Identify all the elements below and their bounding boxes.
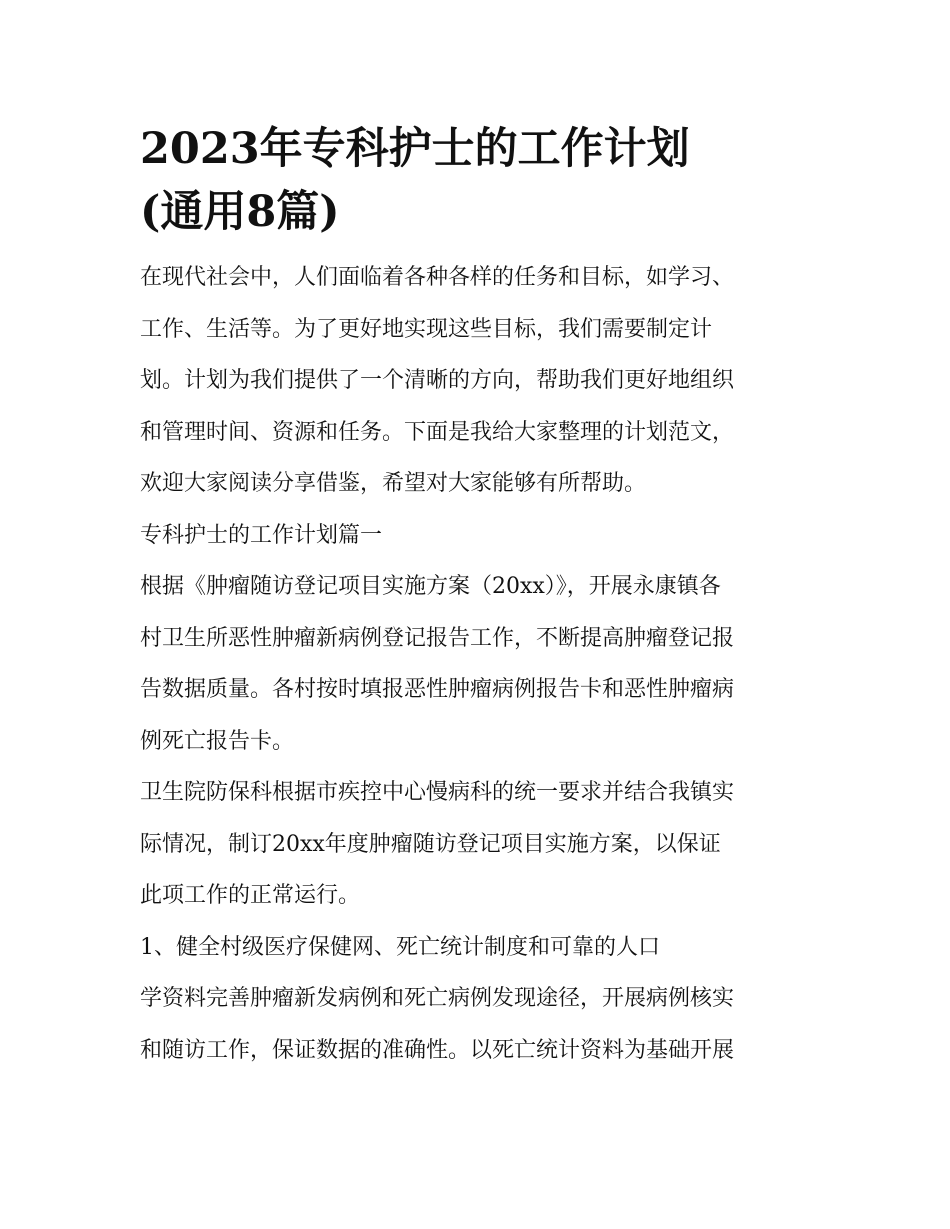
body-paragraph [140, 767, 820, 922]
text-line: 村卫生所恶性肿瘤新病例登记报告工作，不断提高肿瘤登记报 [140, 625, 735, 651]
text-line: 此项工作的正常运行。 [140, 883, 361, 908]
title-line: (通用8篇) [140, 187, 340, 237]
text-line: 际情况，制订20xx年度肿瘤随访登记项目实施方案，以保证 [140, 831, 721, 857]
text-line: 根据《肿瘤随访登记项目实施方案（20xx）》，开展永康镇各 [140, 574, 721, 599]
document-page [140, 118, 820, 1076]
intro-paragraph [140, 252, 820, 510]
text-line: 学资料完善肿瘤新发病例和死亡病例发现途径，开展病例核实 [140, 986, 735, 1011]
text-line: 在现代社会中，人们面临着各种各样的任务和目标，如学习、 [140, 265, 735, 290]
document-title [140, 118, 820, 244]
text-line: 例死亡报告卡。 [140, 728, 295, 754]
text-line: 和随访工作，保证数据的准确性。以死亡统计资料为基础开展 [140, 1037, 735, 1063]
body-paragraph [140, 973, 820, 1076]
text-line: 告数据质量。各村按时填报恶性肿瘤病例报告卡和恶性肿瘤病 [140, 677, 735, 702]
title-line: 2023年专科护士的工作计划 [140, 124, 690, 174]
item-heading: 1、健全村级医疗保健网、死亡统计制度和可靠的人口 [140, 934, 660, 960]
text-line: 欢迎大家阅读分享借鉴，希望对大家能够有所帮助。 [140, 471, 647, 496]
text-line: 和管理时间、资源和任务。下面是我给大家整理的计划范文， [140, 419, 735, 445]
body-paragraph [140, 561, 820, 767]
section-heading: 专科护士的工作计划篇一 [140, 522, 383, 548]
text-line: 划。计划为我们提供了一个清晰的方向，帮助我们更好地组织 [140, 368, 735, 393]
text-line: 工作、生活等。为了更好地实现这些目标，我们需要制定计 [140, 316, 713, 342]
text-line: 卫生院防保科根据市疾控中心慢病科的统一要求并结合我镇实 [140, 780, 735, 805]
